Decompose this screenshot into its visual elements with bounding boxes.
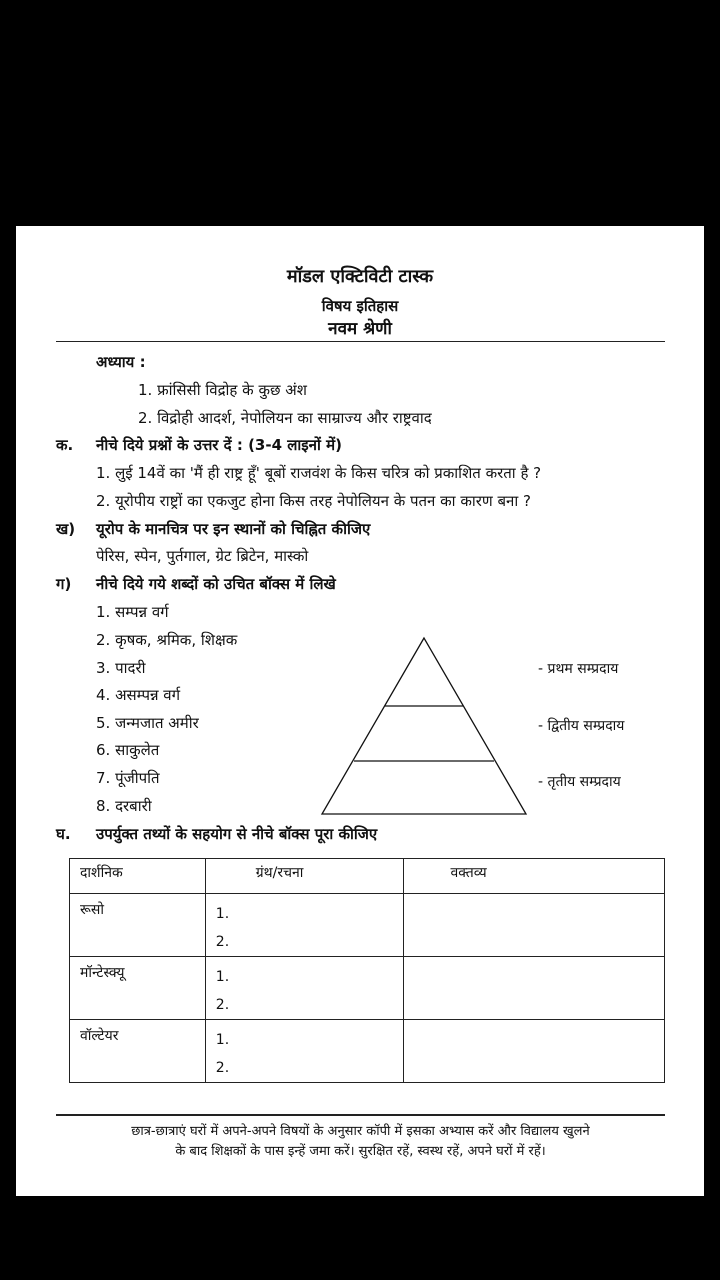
table-row (70, 957, 665, 1020)
places-list: पेरिस, स्पेन, पुर्तगाल, ग्रेट ब्रिटेन, मास्को (96, 547, 309, 565)
section-gha-heading: उपर्युक्त तथ्यों के सहयोग से नीचे बॉक्स पूरा कीजिए (96, 825, 378, 843)
footer-note (56, 1122, 665, 1162)
table-row (70, 1020, 665, 1083)
question-item: 1. लुई 14वें का 'मैं ही राष्ट्र हूँ' बूबों राजवंश के किस चरित्र को प्रकाशित करता है ? (96, 464, 542, 482)
page-title: मॉडल एक्टिविटी टास्क (286, 266, 434, 287)
column-header: ग्रंथ/रचना (205, 859, 404, 894)
chapters-label: अध्याय : (96, 353, 146, 371)
chapter-item: 1. फ्रांसिसी विद्रोह के कुछ अंश (138, 381, 307, 399)
word-item: 4. असम्पन्न वर्ग (96, 686, 181, 704)
table-header-row (70, 859, 665, 894)
section-ga-heading: नीचे दिये गये शब्दों को उचित बॉक्स में लिखे (96, 575, 336, 593)
statement-cell[interactable] (404, 957, 665, 1020)
estate-label-third: - तृतीय सम्प्रदाय (538, 774, 621, 790)
statement-cell[interactable] (404, 1020, 665, 1083)
column-header: वक्तव्य (404, 859, 665, 894)
word-item: 3. पादरी (96, 659, 146, 677)
table-row (70, 894, 665, 957)
subject-label: विषय इतिहास (321, 297, 399, 315)
section-ka-marker: क. (56, 436, 74, 454)
section-kha-heading: यूरोप के मानचित्र पर इन स्थानों को चिह्नित कीजिए (96, 520, 371, 538)
question-item: 2. यूरोपीय राष्ट्रों का एकजुट होना किस तरह नेपोलियन के पतन का कारण बना ? (96, 492, 531, 510)
worksheet-page (16, 226, 704, 1196)
chapter-item: 2. विद्रोही आदर्श, नेपोलियन का साम्राज्य और राष्ट्रवाद (138, 409, 432, 427)
section-gha-marker: घ. (56, 825, 71, 843)
estate-label-second: - द्वितीय सम्प्रदाय (538, 718, 625, 734)
estate-label-first: - प्रथम सम्प्रदाय (538, 661, 619, 677)
work-cell: 1. 2. (205, 894, 404, 957)
word-item: 2. कृषक, श्रमिक, शिक्षक (96, 631, 238, 649)
statement-cell[interactable] (404, 894, 665, 957)
section-ga-marker: ग) (56, 575, 72, 593)
class-label: नवम श्रेणी (328, 319, 392, 339)
footer-line: छात्र-छात्राएं घरों में अपने-अपने विषयों के अनुसार कॉपी में इसका अभ्यास करें और विद्यालय खुलने (131, 1124, 590, 1139)
pyramid-outline (322, 638, 526, 814)
philosophers-table (69, 858, 665, 1083)
work-cell: 1. 2. (205, 1020, 404, 1083)
footer-line: के बाद शिक्षकों के पास इन्हें जमा करें। सुरक्षित रहें, स्वस्थ रहें, अपने घरों में रहें। (175, 1144, 546, 1159)
word-item: 8. दरबारी (96, 797, 152, 815)
word-item: 6. साकुलेत (96, 741, 160, 759)
philosopher-cell: मॉन्टेस्क्यू (70, 957, 206, 1020)
philosopher-cell: वॉल्टेयर (70, 1020, 206, 1083)
column-header: दार्शनिक (70, 859, 206, 894)
section-ka-heading: नीचे दिये प्रश्नों के उत्तर दें : (3-4 लाइनों में) (96, 436, 342, 454)
estates-pyramid (316, 632, 536, 818)
section-kha-marker: ख) (56, 520, 76, 538)
header-divider (56, 341, 665, 342)
footer-divider (56, 1114, 665, 1116)
word-item: 1. सम्पन्न वर्ग (96, 603, 169, 621)
word-item: 5. जन्मजात अमीर (96, 714, 199, 732)
philosopher-cell: रूसो (70, 894, 206, 957)
word-item: 7. पूंजीपति (96, 769, 160, 787)
work-cell: 1. 2. (205, 957, 404, 1020)
